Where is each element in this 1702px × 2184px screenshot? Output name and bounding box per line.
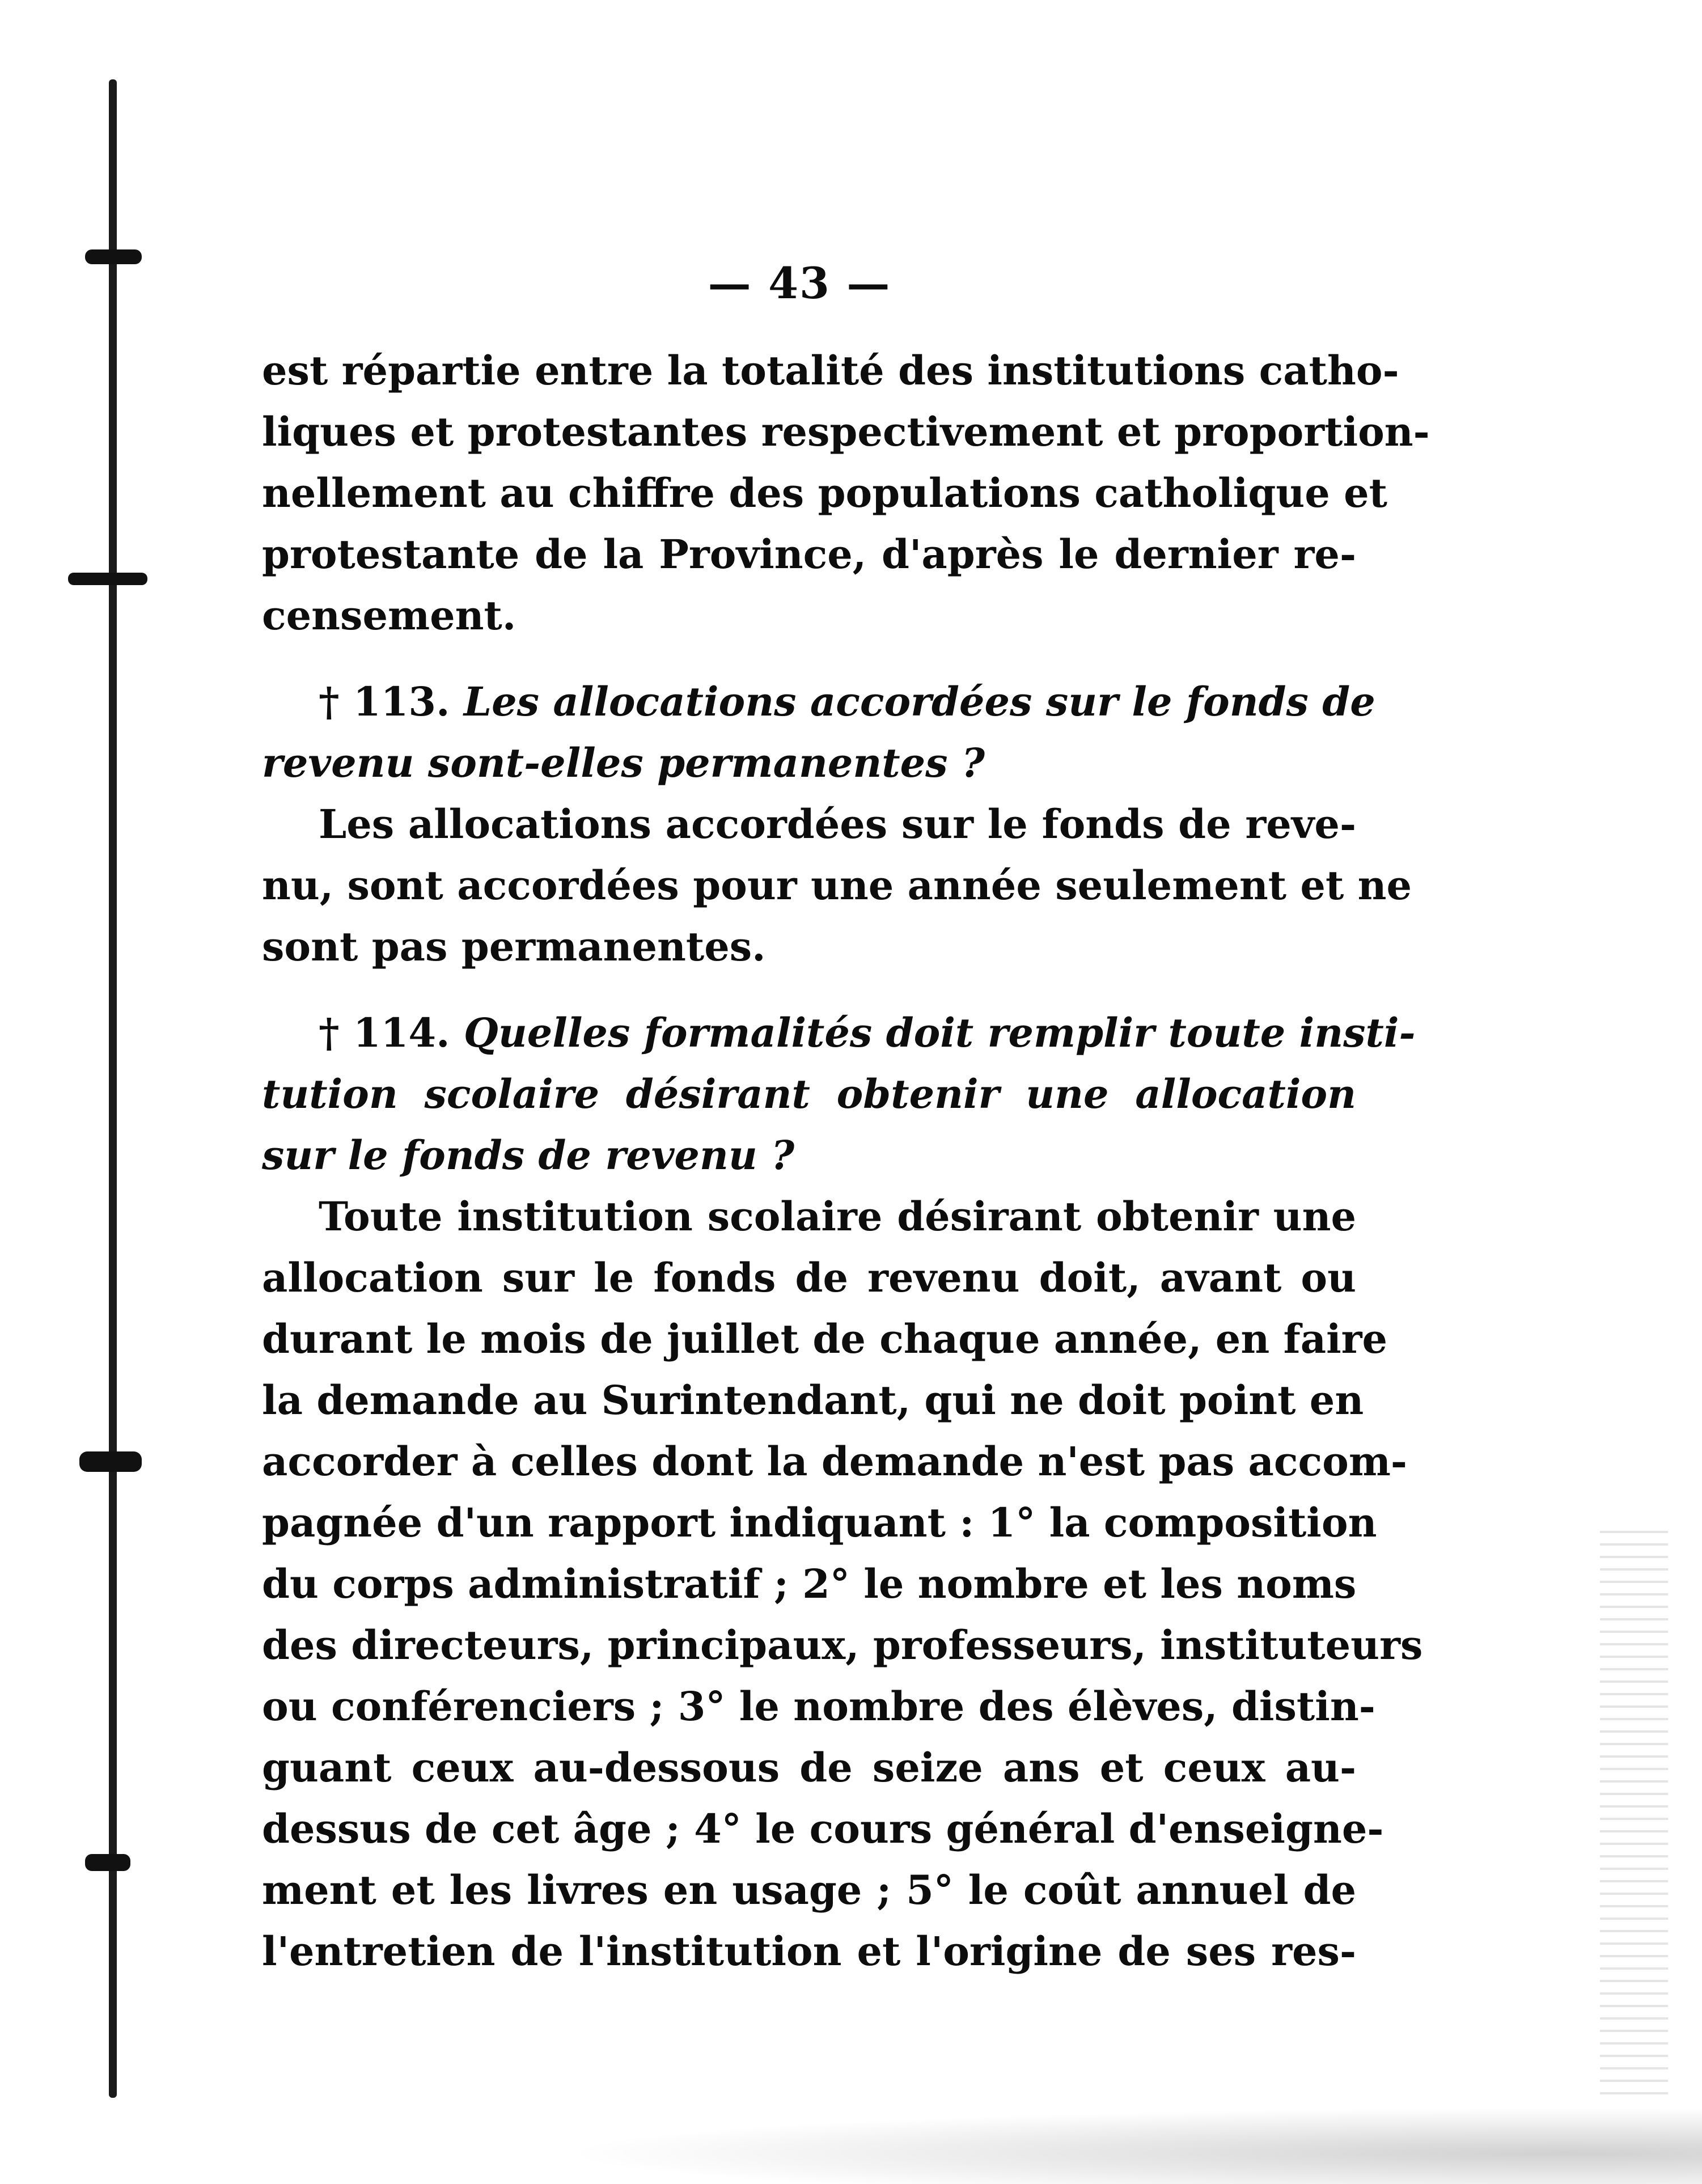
question-114 [262, 1002, 1416, 1186]
answer-113 [262, 794, 1412, 977]
text-line: durant le mois de juillet de chaque année, en faire [262, 1315, 1388, 1362]
text-line: liques et protestantes respectivement et proportion- [262, 408, 1430, 455]
answer-114 [262, 1186, 1423, 1982]
question-113 [262, 671, 1375, 794]
text-line: nellement au chiffre des populations catholique et [262, 469, 1387, 517]
text-line: allocation sur le fonds de revenu doit, avant ou [262, 1254, 1356, 1301]
binding-mark [68, 573, 147, 585]
text-line: censement. [262, 592, 516, 639]
text-line: nu, sont accordées pour une année seulement et ne [262, 862, 1412, 909]
text-line: des directeurs, principaux, professeurs, instituteurs [262, 1622, 1423, 1669]
scan-noise-bottom [0, 2082, 1702, 2184]
binding-mark [79, 1451, 142, 1472]
text-line: tution scolaire désirant obtenir une allocation [262, 1070, 1356, 1118]
body-text [262, 340, 1430, 1982]
question-marker: † 113. [319, 678, 450, 725]
text-line: guant ceux au-dessous de seize ans et ceux au- [262, 1744, 1356, 1791]
text-line: Toute institution scolaire désirant obtenir une [319, 1193, 1356, 1240]
text-line: accorder à celles dont la demande n'est pas accom- [262, 1438, 1407, 1485]
binding-margin-line [109, 79, 117, 2098]
text-line: la demande au Surintendant, qui ne doit point en [262, 1377, 1364, 1424]
text-line: est répartie entre la totalité des institutions catho- [262, 347, 1399, 394]
question-text: Quelles formalités doit remplir toute insti- [463, 1009, 1416, 1056]
text-line [262, 671, 1375, 733]
binding-mark [85, 249, 142, 264]
text-line: l'entretien de l'institution et l'origine de ses res- [262, 1928, 1356, 1975]
scan-noise-right [1600, 1531, 1668, 2098]
text-line: sont pas permanentes. [262, 923, 766, 970]
question-text: Les allocations accordées sur le fonds de [463, 678, 1375, 725]
page-number: — 43 — [708, 258, 891, 308]
text-line: ou conférenciers ; 3° le nombre des élèves, distin- [262, 1683, 1375, 1730]
text-line: pagnée d'un rapport indiquant : 1° la composition [262, 1499, 1377, 1546]
question-marker: † 114. [319, 1009, 450, 1056]
text-line: dessus de cet âge ; 4° le cours général d'enseigne- [262, 1805, 1384, 1852]
paragraph-answer-continued [262, 340, 1430, 646]
text-line: du corps administratif ; 2° le nombre et les noms [262, 1560, 1357, 1607]
text-line [262, 1002, 1416, 1064]
text-line: Les allocations accordées sur le fonds de reve- [319, 801, 1356, 848]
text-line: ment et les livres en usage ; 5° le coût annuel de [262, 1866, 1356, 1914]
text-line: protestante de la Province, d'après le dernier re- [262, 531, 1356, 578]
text-line: revenu sont-elles permanentes ? [262, 739, 985, 786]
text-line: sur le fonds de revenu ? [262, 1132, 795, 1179]
binding-mark [85, 1854, 130, 1871]
